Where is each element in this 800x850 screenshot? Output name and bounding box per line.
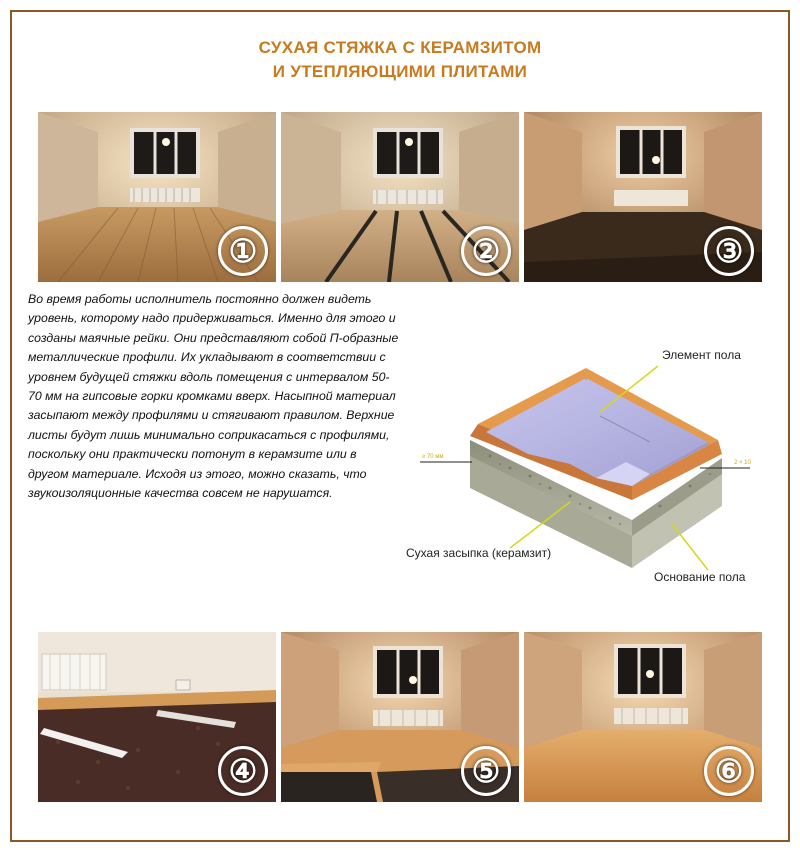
title-line-2: И УТЕПЛЯЮЩИМИ ПЛИТАМИ [272,62,528,81]
page-title [12,36,788,84]
step-number-6: ⑥ [704,746,754,796]
dimension-left: ≥ 70 мм [422,454,444,460]
label-floor-base: Основание пола [654,570,746,584]
step-number-3: ③ [704,226,754,276]
photo-step-2 [281,112,519,282]
photo-step-4 [38,632,276,802]
step-number-1: ① [218,226,268,276]
label-dry-fill: Сухая засыпка (керамзит) [406,546,552,560]
dimension-right: 2 × 10 [734,460,751,466]
step-number-4: ④ [218,746,268,796]
photo-step-3 [524,112,762,282]
photo-step-6 [524,632,762,802]
title-line-1: СУХАЯ СТЯЖКА С КЕРАМЗИТОМ [258,38,542,57]
photo-step-5 [281,632,519,802]
step-number-2: ② [461,226,511,276]
floor-layers-diagram [400,336,776,592]
label-floor-element: Элемент пола [662,348,741,362]
description-text: Во время работы исполнитель постоянно должен видеть уровень, которому надо придерживаться. Именно для этого и созданы маячные рейки. Они представляют собой П-образные металлические профили. Их укладывают в соответствии с уровнем будущей стяжки вдоль помещения с интервалом 50-70 мм на гипсовые горки кромками вверх. Насыпной материал засыпают между профилями и стягивают правилом. Верхние листы будут лишь минимально соприкасаться с профилями, поскольку они практически потонут в керамзите или в другом материале. Исходя из этого, можно сказать, что звукоизоляционные качества совсем не нарушатся. [28,292,399,501]
step-number-5: ⑤ [461,746,511,796]
photo-step-1 [38,112,276,282]
